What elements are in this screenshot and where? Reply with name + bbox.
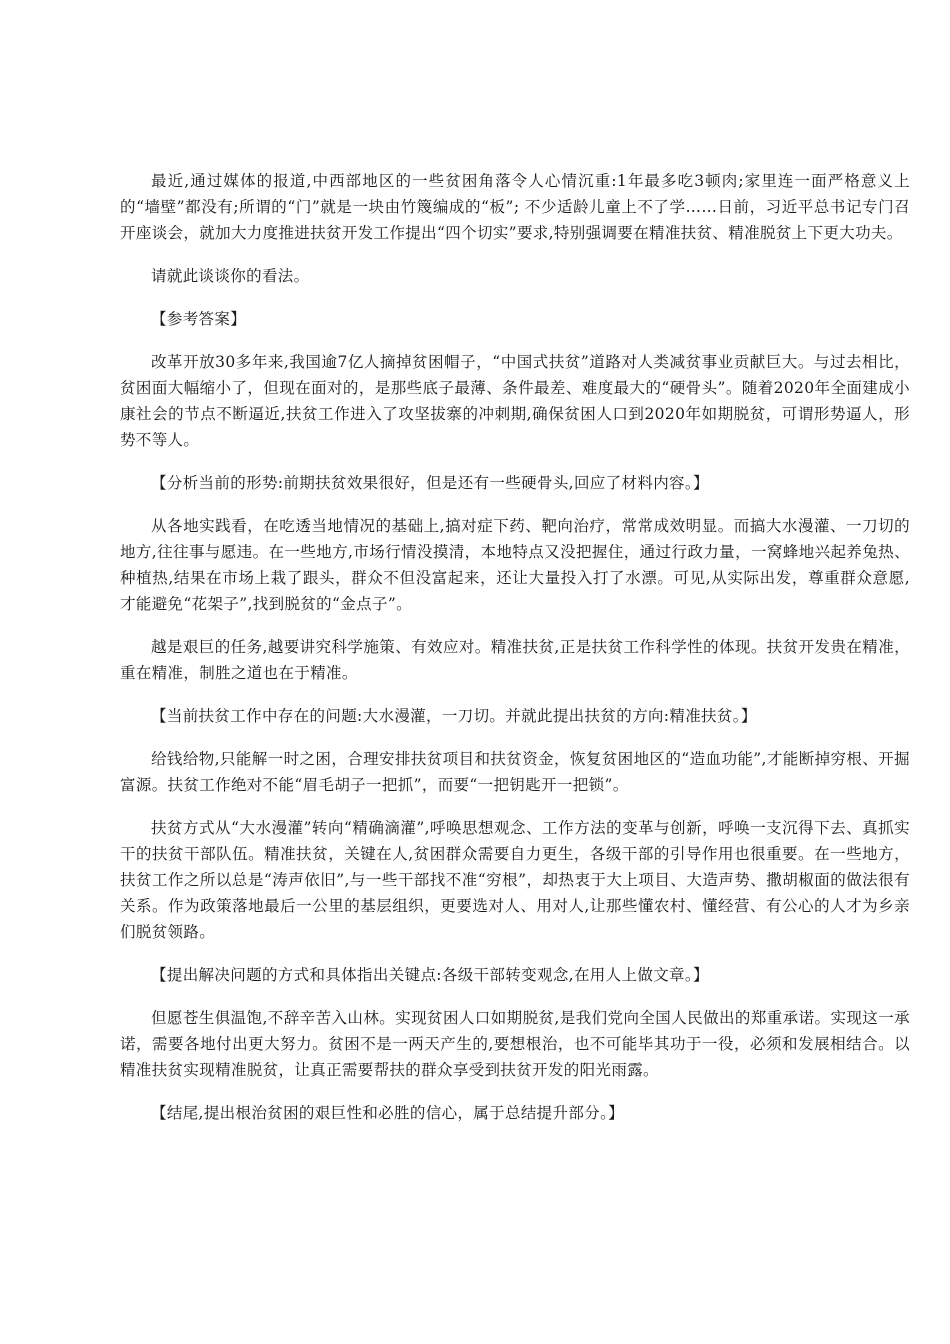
answer-paragraph-1: 改革开放30多年来,我国逾7亿人摘掉贫困帽子，“中国式扶贫”道路对人类减贫事业贡献巨大。与过去相比，贫困面大幅缩小了，但现在面对的，是那些底子最薄、条件最差、难度最大的“硬骨头”。随着2020年全面建成小康社会的节点不断逼近,扶贫工作进入了攻坚拔寨的冲刺期,确保贫困人口到2020年如期脱贫，可谓形势逼人，形势不等人。 bbox=[120, 353, 910, 449]
question-paragraph: 请就此谈谈你的看法。 bbox=[151, 267, 310, 285]
analysis-note-1: 【分析当前的形势:前期扶贫效果很好，但是还有一些硬骨头,回应了材料内容。】 bbox=[151, 474, 709, 492]
answer-paragraph-5: 扶贫方式从“大水漫灌”转向“精确滴灌”,呼唤思想观念、工作方法的变革与创新，呼唤一支沉得下去、真抓实干的扶贫干部队伍。精准扶贫，关键在人,贫困群众需要自力更生，各级干部的引导作用也很重要。在一些地方，扶贫工作之所以总是“涛声依旧”,与一些干部找不准“穷根”，却热衷于大上项目、大造声势、撒胡椒面的做法很有关系。作为政策落地最后一公里的基层组织，更要选对人、用对人,让那些懂农村、懂经营、有公心的人才为乡亲们脱贫领路。 bbox=[120, 819, 910, 941]
reference-answer-heading: 【参考答案】 bbox=[151, 310, 247, 328]
answer-paragraph-2: 从各地实践看，在吃透当地情况的基础上,搞对症下药、靶向治疗，常常成效明显。而搞大水漫灌、一刀切的地方,往往事与愿违。在一些地方,市场行情没摸清，本地特点又没把握住，通过行政力量，一窝蜂地兴起养兔热、种植热,结果在市场上栽了跟头，群众不但没富起来，还让大量投入打了水漂。可见,从实际出发，尊重群众意愿,才能避免“花架子”,找到脱贫的“金点子”。 bbox=[120, 517, 910, 613]
answer-paragraph-4: 给钱给物,只能解一时之困，合理安排扶贫项目和扶贫资金，恢复贫困地区的“造血功能”,才能断掉穷根、开掘富源。扶贫工作绝对不能“眉毛胡子一把抓”，而要“一把钥匙开一把锁”。 bbox=[120, 750, 910, 794]
analysis-note-2: 【当前扶贫工作中存在的问题:大水漫灌，一刀切。并就此提出扶贫的方向:精准扶贫。】 bbox=[151, 707, 757, 725]
document-page bbox=[120, 168, 910, 1126]
analysis-note-4: 【结尾,提出根治贫困的艰巨性和必胜的信心，属于总结提升部分。】 bbox=[151, 1104, 625, 1122]
intro-paragraph: 最近,通过媒体的报道,中西部地区的一些贫困角落令人心情沉重:1年最多吃3顿肉;家里连一面严格意义上的“墙壁”都没有;所谓的“门”就是一块由竹篾编成的“板”; 不少适龄儿童上不了学……日前，习近平总书记专门召开座谈会，就加大力度推进扶贫开发工作提出“四个切实”要求,特别强调要在精准扶贫、精准脱贫上下更大功夫。 bbox=[120, 172, 910, 242]
answer-paragraph-6: 但愿苍生俱温饱,不辞辛苦入山林。实现贫困人口如期脱贫,是我们党向全国人民做出的郑重承诺。实现这一承诺，需要各地付出更大努力。贫困不是一两天产生的,要想根治，也不可能毕其功于一役，必须和发展相结合。以精准扶贫实现精准脱贫，让真正需要帮扶的群众享受到扶贫开发的阳光雨露。 bbox=[120, 1009, 910, 1079]
analysis-note-3: 【提出解决问题的方式和具体指出关键点:各级干部转变观念,在用人上做文章。】 bbox=[151, 966, 709, 984]
answer-paragraph-3: 越是艰巨的任务,越要讲究科学施策、有效应对。精准扶贫,正是扶贫工作科学性的体现。扶贫开发贵在精准，重在精准，制胜之道也在于精准。 bbox=[120, 638, 910, 682]
